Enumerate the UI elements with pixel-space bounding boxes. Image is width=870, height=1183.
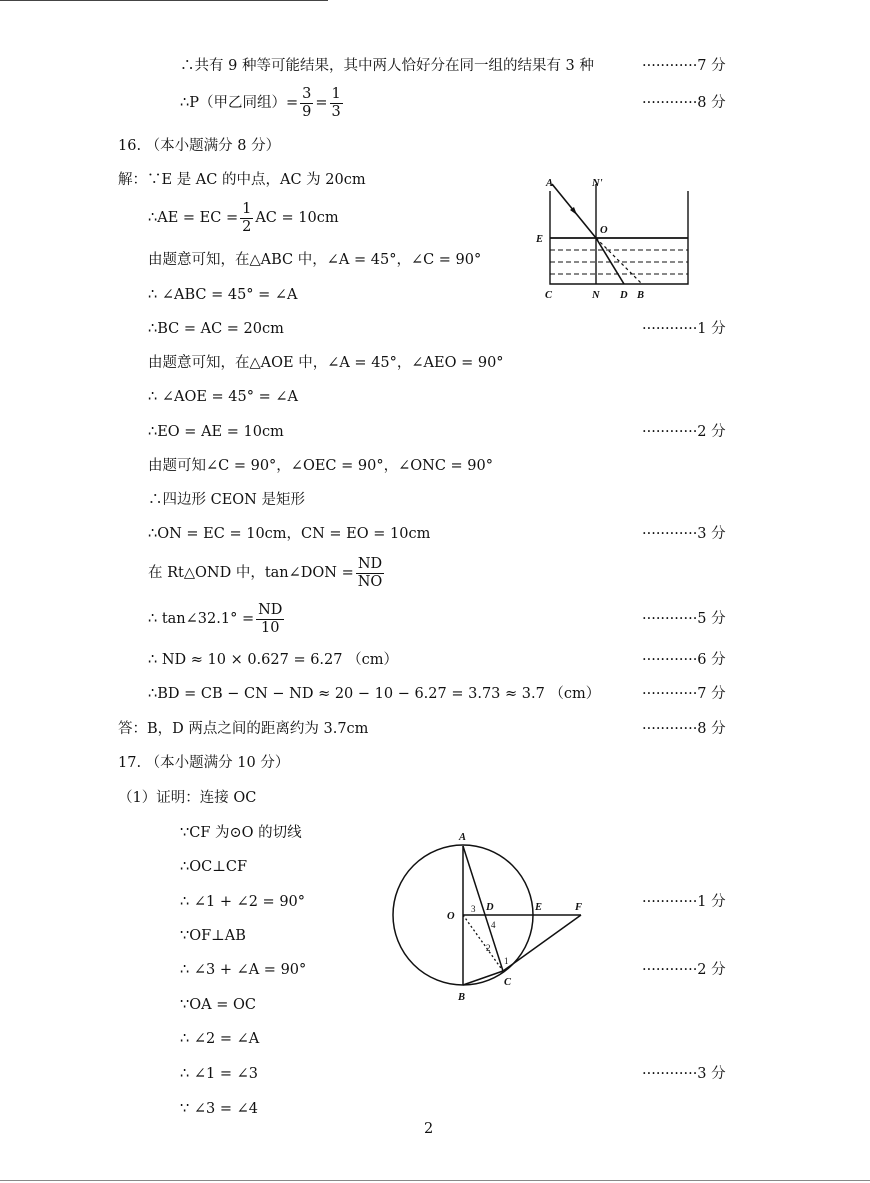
tank-diagram (530, 170, 700, 305)
line-text: ∴ tan∠32.1° = (148, 611, 255, 628)
fraction-numerator: ND (258, 602, 283, 618)
answer-line: ∴ ∠ABC = 45° = ∠A (148, 287, 298, 303)
fraction (330, 86, 343, 120)
answer-line: ∴ ∠AOE = 45° = ∠A (148, 389, 298, 405)
fig1-label-e: E (536, 234, 544, 245)
line-oc (463, 915, 503, 971)
answer-line: ∴BD = CB − CN − ND ≈ 20 − 10 − 6.27 = 3.73 ≈ 3.7 （cm） (148, 686, 601, 702)
fig2-label-d: D (486, 902, 494, 913)
fig1-label-n: N (592, 290, 600, 301)
fraction (356, 556, 385, 590)
fig2-label-e: E (535, 902, 543, 913)
answer-line: ∴ ∠3 + ∠A = 90° (180, 962, 307, 978)
line-ac (463, 846, 503, 971)
line-bc (463, 971, 503, 985)
answer-line: 16. （本小题满分 8 分） (118, 138, 281, 154)
answer-line: ∴ ∠2 = ∠A (180, 1031, 260, 1047)
fraction-numerator: ND (356, 556, 385, 574)
answer-line: ∴EO = AE = 10cm (148, 424, 284, 440)
fig1-label-c: C (545, 290, 553, 301)
fraction-denominator: 10 (261, 619, 280, 636)
answer-line (148, 201, 339, 235)
page-number: 2 (424, 1121, 434, 1137)
bottom-rule (0, 1180, 870, 1181)
score-marker: ············2 分 (642, 424, 726, 440)
fig2-label-o: O (447, 911, 455, 922)
answer-line: 由题意可知，在△AOE 中，∠A = 45°，∠AEO = 90° (148, 355, 504, 371)
answer-line: 解：∵E 是 AC 的中点，AC 为 20cm (118, 172, 366, 188)
fraction (240, 201, 253, 235)
angle-label-2: 2 (486, 943, 491, 953)
fraction-numerator: 3 (302, 86, 312, 102)
score-marker: ············8 分 (642, 721, 726, 737)
answer-line: ∵ ∠3 = ∠4 (180, 1101, 258, 1117)
answer-line (148, 556, 386, 590)
line-text: = (315, 95, 328, 112)
fraction-denominator: NO (357, 573, 383, 590)
answer-line: ∴ON = EC = 10cm，CN = EO = 10cm (148, 526, 431, 542)
circle-diagram (385, 828, 595, 1008)
score-marker: ············1 分 (642, 321, 726, 337)
fraction (300, 86, 313, 120)
score-marker: ············5 分 (642, 611, 726, 627)
answer-line: 17. （本小题满分 10 分） (118, 755, 290, 771)
score-marker: ············7 分 (642, 686, 726, 702)
fig2-label-c: C (504, 977, 512, 988)
answer-line: ∴OC⊥CF (180, 859, 247, 875)
fraction-denominator: 9 (302, 103, 312, 120)
fraction-denominator: 3 (331, 103, 341, 120)
answer-line (148, 602, 286, 636)
answer-line: 由题意可知，在△ABC 中，∠A = 45°，∠C = 90° (148, 252, 482, 268)
fig1-label-b: B (637, 290, 645, 301)
answer-line: （1）证明：连接 OC (118, 790, 257, 806)
answer-line: 答：B，D 两点之间的距离约为 3.7cm (118, 721, 369, 737)
fraction-numerator: 1 (242, 201, 252, 217)
fraction (256, 602, 284, 636)
angle-label-3: 3 (471, 904, 476, 914)
fraction-denominator: 2 (242, 218, 252, 235)
answer-line: ∴ ND ≈ 10 × 0.627 = 6.27 （cm） (148, 652, 398, 668)
fig2-label-f: F (575, 902, 583, 913)
answer-line: ∵OF⊥AB (180, 928, 246, 944)
angle-label-1: 1 (504, 956, 509, 966)
answer-line: ∴ ∠1 = ∠3 (180, 1066, 258, 1082)
score-marker: ············3 分 (642, 1066, 726, 1082)
line-text: ∴AE = EC = (148, 210, 239, 227)
score-marker: ············7 分 (642, 58, 726, 74)
fig1-label-n-prime: N' (592, 178, 603, 189)
answer-line: ∵CF 为⊙O 的切线 (180, 825, 302, 841)
answer-line: ∵OA = OC (180, 997, 256, 1013)
top-rule (0, 0, 328, 1)
line-text: 在 Rt△OND 中，tan∠DON = (148, 565, 354, 582)
answer-line: ∴BC = AC = 20cm (148, 321, 284, 337)
line-text: AC = 10cm (255, 210, 339, 227)
fig2-label-a: A (459, 832, 467, 843)
refracted-ray (596, 238, 624, 284)
score-marker: ············6 分 (642, 652, 726, 668)
score-marker: ············3 分 (642, 526, 726, 542)
answer-line: ∴四边形 CEON 是矩形 (148, 492, 305, 508)
answer-line: ∴ ∠1 + ∠2 = 90° (180, 894, 306, 910)
angle-label-4: 4 (491, 920, 496, 930)
line-text: ∴P（甲乙同组）= (180, 95, 299, 112)
score-marker: ············1 分 (642, 894, 726, 910)
fig2-label-b: B (458, 992, 466, 1003)
fig1-label-d: D (620, 290, 628, 301)
fraction-numerator: 1 (331, 86, 341, 102)
score-marker: ············8 分 (642, 95, 726, 111)
fig1-label-o: O (600, 225, 608, 236)
score-marker: ············2 分 (642, 962, 726, 978)
answer-line: 由题可知∠C = 90°，∠OEC = 90°，∠ONC = 90° (148, 458, 493, 474)
fig1-label-a: A (546, 178, 554, 189)
answer-line (180, 86, 345, 120)
answer-line: ∴共有 9 种等可能结果，其中两人恰好分在同一组的结果有 3 种 (180, 58, 594, 74)
line-cf (503, 915, 581, 971)
